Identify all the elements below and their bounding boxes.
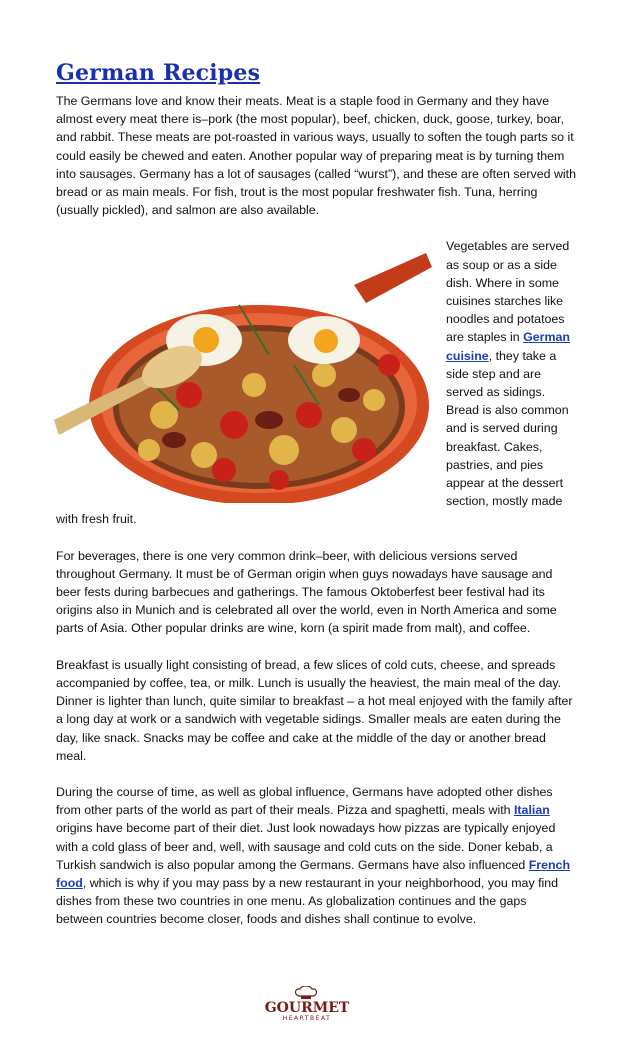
- french-food-link[interactable]: French food: [56, 857, 571, 890]
- chef-hat-icon: [262, 986, 352, 1022]
- influence-text-a: During the course of time, as well as global influence, Germans have adopted other dishes from other parts of the world as part of their meals. Pizza and spaghetti, meals with: [56, 784, 553, 818]
- german-cuisine-link[interactable]: German cuisine: [446, 330, 570, 363]
- page-title: German Recipes: [56, 60, 261, 86]
- italian-link[interactable]: Italian: [513, 803, 550, 818]
- paragraph-global-influence: [56, 783, 576, 929]
- influence-text-c: , which is why if you may pass by a new restaurant in your neighborhood, you may find dishes from these two countries in one menu. As globalization continues and the gaps between countries become closer, foods and dishes shall continue to evolve.: [56, 875, 559, 927]
- logo-wordmark: GOURMET: [264, 1000, 350, 1016]
- gourmet-heartbeat-logo: [262, 986, 352, 1022]
- food-photo-skillet: [54, 245, 434, 503]
- paragraph-beverages: For beverages, there is one very common drink–beer, with delicious versions served throughout Germany. It must be of German origin when guys nowadays have sausage and beer fests during barbecues and gatherings. The famous Oktoberfest beer festival had its origins also in Munich and is celebrated all over the world, even in North America and some parts of Asia. Other popular drinks are wine, korn (a spirit made from malt), and coffee.: [56, 548, 557, 636]
- vegetables-text-end: , they take a side step and are served as sidings. Bread is also common and is served during breakfast. Cakes, pastries, and pies appear at the dessert section, mostly made with fresh fruit.: [56, 348, 569, 527]
- document-page: [56, 60, 576, 947]
- skillet-image: [54, 245, 434, 503]
- paragraph-meats: The Germans love and know their meats. Meat is a staple food in Germany and they have almost every meat there is–pork (the most popular), beef, chicken, duck, goose, turkey, boar, and rabbit. These meats are pot-roasted in various ways, usually to soften the tough parts so it could easily be chewed and eaten. Another popular way of preparing meat is by turning them into sausages. Germany has a lot of sausages (called “wurst”), and these are often served with bread or as main meals. For fish, trout is the most popular freshwater fish. Tuna, herring (usually pickled), and salmon are also available.: [56, 94, 576, 218]
- logo-tagline: HEARTBEAT: [282, 1015, 332, 1022]
- paragraph-breakfast: Breakfast is usually light consisting of bread, a few slices of cold cuts, cheese, and spreads accompanied by coffee, tea, or milk. Lunch is usually the heaviest, the main meal of the day. Dinner is lighter than lunch, quite similar to breakfast – a hot meal enjoyed with the family after a long day at work or a sandwich with vegetable sidings. Smaller meals are eaten during the day, like snack. Snacks may be coffee and cake at the middle of the day or another bread meal.: [56, 657, 573, 763]
- vegetables-text-start: Vegetables are served as soup or as a side dish. Where in some cuisines starches like noodles and potatoes are staples in: [446, 239, 570, 345]
- influence-text-b: origins have become part of their diet. Just look nowadays how pizzas are typically enjoyed with a cold glass of beer and, well, with sausage and cold cuts on the side. Doner kebab, a Turkish sandwich is also popular among the Germans. Germans have also influenced: [56, 821, 556, 872]
